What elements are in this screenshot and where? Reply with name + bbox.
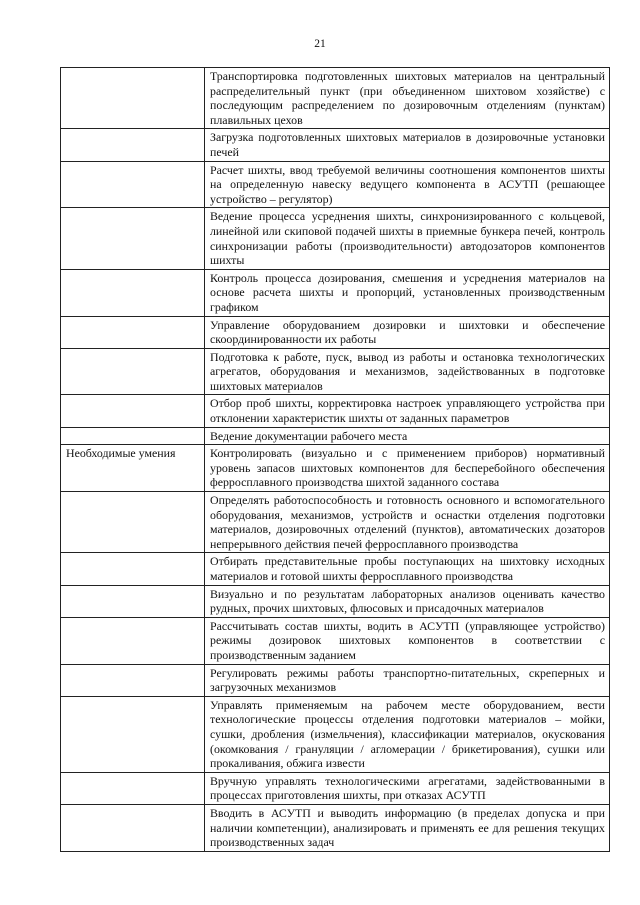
row-label — [61, 492, 205, 553]
row-text: Контролировать (визуально и с применением приборов) нормативный уровень запасов шихтовых компонентов для бесперебойного обеспечения ферросплавного производства шихтой заданного состава — [205, 445, 610, 492]
row-text: Визуально и по результатам лабораторных анализов оценивать качество рудных, прочих шихтовых, флюсовых и присадочных материалов — [205, 585, 610, 617]
row-label — [61, 316, 205, 348]
row-text: Контроль процесса дозирования, смешения и усреднения материалов на основе расчета шихты и пропорций, установленных производственным графиком — [205, 269, 610, 316]
competency-table — [60, 67, 610, 852]
table-row — [61, 269, 610, 316]
row-label — [61, 269, 205, 316]
row-label — [61, 553, 205, 585]
row-label — [61, 348, 205, 395]
row-label — [61, 395, 205, 427]
table-row — [61, 395, 610, 427]
row-text: Управление оборудованием дозировки и шихтовки и обеспечение скоординированности их работы — [205, 316, 610, 348]
row-label — [61, 664, 205, 696]
row-text: Регулировать режимы работы транспортно-питательных, скреперных и загрузочных механизмов — [205, 664, 610, 696]
table-row — [61, 68, 610, 129]
row-label — [61, 585, 205, 617]
table-row — [61, 445, 610, 492]
table-row — [61, 553, 610, 585]
table-row — [61, 208, 610, 269]
row-label — [61, 617, 205, 664]
row-text: Транспортировка подготовленных шихтовых материалов на центральный распределительный пункт (при объединенном шихтовом хозяйстве) с последующим распределением по дозировочным отделениям (пунктам) плавильных цехов — [205, 68, 610, 129]
table-row — [61, 161, 610, 208]
row-label — [61, 696, 205, 772]
row-label — [61, 208, 205, 269]
page-number: 21 — [314, 38, 326, 50]
row-text: Вводить в АСУТП и выводить информацию (в пределах допуска и при наличии компетенции), анализировать и применять ее для решения текущих производственных задач — [205, 804, 610, 851]
row-text: Подготовка к работе, пуск, вывод из работы и остановка технологических агрегатов, оборудования и механизмов, задействованных в подготовке шихтовых материалов — [205, 348, 610, 395]
row-label — [61, 161, 205, 208]
row-text: Отбор проб шихты, корректировка настроек управляющего устройства при отклонении характеристик шихты от заданных параметров — [205, 395, 610, 427]
row-label — [61, 804, 205, 851]
row-text: Управлять применяемым на рабочем месте оборудованием, вести технологические процессы отделения подготовки материалов – мойки, сушки, дробления (измельчения), классификации материалов, окускования (окомкования / грануляции / агломерации / брикетирования), сушки или прокаливания, обжига извести — [205, 696, 610, 772]
table-row — [61, 427, 610, 445]
row-label — [61, 427, 205, 445]
table-row — [61, 772, 610, 804]
table-row — [61, 492, 610, 553]
row-label: Необходимые умения — [61, 445, 205, 492]
row-text: Рассчитывать состав шихты, водить в АСУТП (управляющее устройство) режимы дозировок шихтовых компонентов в соответствии с производственным заданием — [205, 617, 610, 664]
row-text: Вручную управлять технологическими агрегатами, задействованными в процессах приготовления шихты, при отказах АСУТП — [205, 772, 610, 804]
table-row — [61, 129, 610, 161]
table-row — [61, 348, 610, 395]
row-text: Расчет шихты, ввод требуемой величины соотношения компонентов шихты на определенную навеску ведущего компонента в АСУТП (решающее устройство – регулятор) — [205, 161, 610, 208]
table-row — [61, 316, 610, 348]
row-text: Определять работоспособность и готовность основного и вспомогательного оборудования, механизмов, устройств и оснастки отделения подготовки материалов, дозировочных отделений (пунктов), автоматических дозаторов непрерывного действия печей ферросплавного производства — [205, 492, 610, 553]
row-text: Ведение документации рабочего места — [205, 427, 610, 445]
row-text: Ведение процесса усреднения шихты, синхронизированного с кольцевой, линейной или скиповой подачей шихты в приемные бункера печей, контроль синхронизации работы (производительности) автодозаторов компонентов шихты — [205, 208, 610, 269]
row-text: Загрузка подготовленных шихтовых материалов в дозировочные установки печей — [205, 129, 610, 161]
table-row — [61, 804, 610, 851]
table-row — [61, 696, 610, 772]
row-label — [61, 129, 205, 161]
row-label — [61, 68, 205, 129]
table-row — [61, 585, 610, 617]
row-label — [61, 772, 205, 804]
row-text: Отбирать представительные пробы поступающих на шихтовку исходных материалов и готовой шихты ферросплавного производства — [205, 553, 610, 585]
table-row — [61, 617, 610, 664]
table-body — [61, 68, 610, 852]
table-row — [61, 664, 610, 696]
